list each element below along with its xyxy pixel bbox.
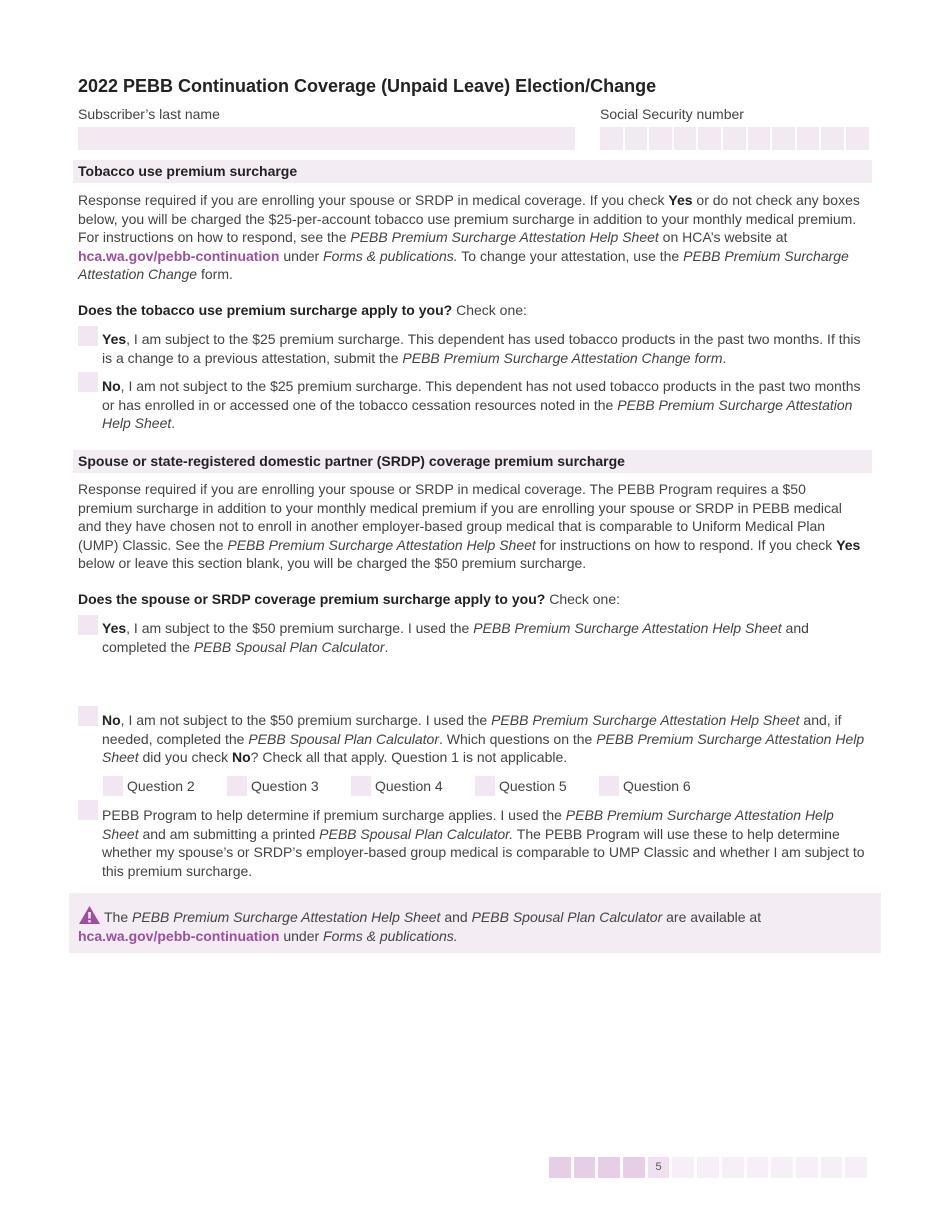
question-4-option[interactable]: Question 4 — [351, 776, 475, 796]
ssn-input[interactable] — [600, 127, 869, 150]
notice-text: The PEBB Premium Surcharge Attestation Help Sheet and PEBB Spousal Plan Calculator are available at hca.wa.gov/pebb-continuation under Forms & publications. — [78, 905, 868, 946]
page-indicator-cell — [549, 1157, 571, 1178]
spouse-no-option: No, I am not subject to the $50 premium surcharge. I used the PEBB Premium Surcharge Attestation Help Sheet and, if needed, completed the PEBB Spousal Plan Calculator. Which questions on the PEBB Premium Surcharge Attestation Help Sheet did you check No? Check all that apply. Question 1 is not applicable. — [102, 712, 865, 765]
question-5-option[interactable]: Question 5 — [475, 776, 599, 796]
form-title: 2022 PEBB Continuation Coverage (Unpaid Leave) Election/Change — [78, 76, 657, 96]
page-indicator-cell — [574, 1157, 596, 1178]
ssn-digit-box[interactable] — [797, 127, 820, 150]
spouse-no-checkbox[interactable] — [78, 706, 98, 726]
ssn-digit-box[interactable] — [649, 127, 672, 150]
page-number: 5 — [648, 1157, 670, 1178]
page-indicator-cell — [747, 1157, 769, 1178]
spouse-question: Does the spouse or SRDP coverage premium surcharge apply to you? Check one: — [78, 591, 621, 607]
ssn-digit-box[interactable] — [674, 127, 697, 150]
ssn-digit-box[interactable] — [748, 127, 771, 150]
page-indicator-cell — [623, 1157, 645, 1178]
tobacco-no-checkbox[interactable] — [78, 372, 98, 392]
ssn-label: Social Security number — [600, 106, 744, 122]
question-6-checkbox[interactable] — [599, 776, 619, 796]
ssn-digit-box[interactable] — [772, 127, 795, 150]
ssn-digit-box[interactable] — [846, 127, 869, 150]
page-indicator-cell — [845, 1157, 867, 1178]
spouse-yes-checkbox[interactable] — [78, 615, 98, 635]
ssn-digit-box[interactable] — [723, 127, 746, 150]
question-4-checkbox[interactable] — [351, 776, 371, 796]
last-name-label: Subscriber’s last name — [78, 106, 220, 122]
question-3-checkbox[interactable] — [227, 776, 247, 796]
ssn-digit-box[interactable] — [625, 127, 648, 150]
tobacco-section-header: Tobacco use premium surcharge — [73, 160, 872, 183]
tobacco-question: Does the tobacco use premium surcharge apply to you? Check one: — [78, 302, 527, 318]
page-indicator-cell — [771, 1157, 793, 1178]
ssn-digit-box[interactable] — [821, 127, 844, 150]
program-help-checkbox[interactable] — [78, 800, 98, 820]
tobacco-yes-option: Yes, I am subject to the $25 premium surcharge. This dependent has used tobacco products in the past two months. If this is a change to a previous attestation, submit the PEBB Premium Surcharge Attestation Change form. — [102, 331, 861, 366]
spouse-section-header: Spouse or state-registered domestic partner (SRDP) coverage premium surcharge — [73, 450, 872, 473]
tobacco-no-option: No, I am not subject to the $25 premium surcharge. This dependent has not used tobacco products in the past two months or has enrolled in or accessed one of the tobacco cessation resources noted in the PEBB Premium Surcharge Attestation Help Sheet. — [102, 378, 861, 431]
page-indicator-cell — [672, 1157, 694, 1178]
page-indicator — [549, 1157, 867, 1178]
spouse-instructions: Response required if you are enrolling your spouse or SRDP in medical coverage. The PEBB Program requires a $50 premium surcharge in addition to your monthly medical premium if you are enrolling your spouse or SRDP in PEBB medical and they have chosen not to enroll in another employer-based group medical that is comparable to Uniform Medical Plan (UMP) Classic. See the PEBB Premium Surcharge Attestation Help Sheet for instructions on how to respond. If you check Yes below or leave this section blank, you will be charged the $50 premium surcharge. — [78, 481, 861, 571]
page-indicator-cell — [598, 1157, 620, 1178]
tobacco-yes-checkbox[interactable] — [78, 326, 98, 346]
question-checkbox-row — [103, 776, 723, 796]
question-6-option[interactable]: Question 6 — [599, 776, 723, 796]
question-5-checkbox[interactable] — [475, 776, 495, 796]
page-indicator-cell — [697, 1157, 719, 1178]
spouse-yes-option: Yes, I am subject to the $50 premium surcharge. I used the PEBB Premium Surcharge Attestation Help Sheet and completed the PEBB Spousal Plan Calculator. — [102, 620, 809, 655]
page-indicator-cell — [722, 1157, 744, 1178]
last-name-input[interactable] — [78, 127, 575, 150]
program-help-option: PEBB Program to help determine if premium surcharge applies. I used the PEBB Premium Surcharge Attestation Help Sheet and am submitting a printed PEBB Spousal Plan Calculator. The PEBB Program will use these to help determine whether my spouse’s or SRDP’s employer-based group medical is comparable to UMP Classic and whether I am subject to this premium surcharge. — [102, 807, 865, 879]
warning-icon — [78, 905, 101, 925]
question-2-option[interactable]: Question 2 — [103, 776, 227, 796]
page-indicator-cell — [796, 1157, 818, 1178]
ssn-digit-box[interactable] — [600, 127, 623, 150]
ssn-digit-box[interactable] — [698, 127, 721, 150]
page-indicator-cell — [821, 1157, 843, 1178]
notice-link[interactable]: hca.wa.gov/pebb-continuation — [78, 928, 280, 944]
tobacco-instructions: Response required if you are enrolling your spouse or SRDP in medical coverage. If you check Yes or do not check any boxes below, you will be charged the $25-per-account tobacco use premium surcharge in addition to your monthly medical premium. For instructions on how to respond, see the PEBB Premium Surcharge Attestation Help Sheet on HCA’s website at hca.wa.gov/pebb-continuation under Forms & publications. To change your attestation, use the PEBB Premium Surcharge Attestation Change form. — [78, 192, 860, 282]
pebb-continuation-link[interactable]: hca.wa.gov/pebb-continuation — [78, 247, 280, 264]
question-3-option[interactable]: Question 3 — [227, 776, 351, 796]
question-2-checkbox[interactable] — [103, 776, 123, 796]
